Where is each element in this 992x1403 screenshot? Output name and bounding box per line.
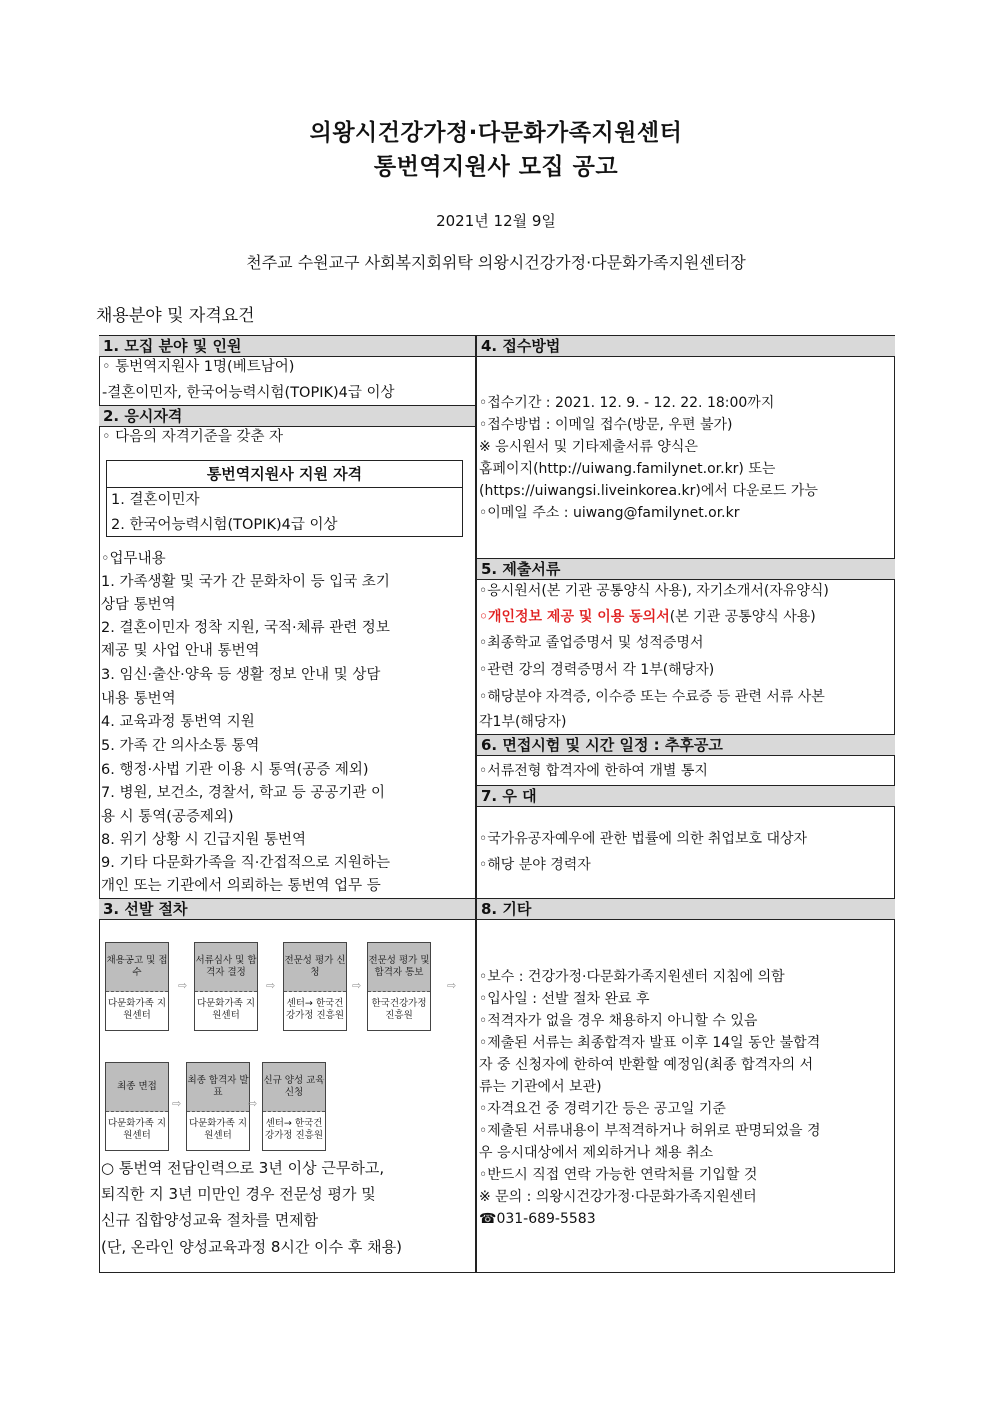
s8-line: ◦보수 : 건강가정·다문화가족지원센터 지침에 의함	[479, 969, 785, 985]
exemption-note: 퇴직한 지 3년 미만인 경우 전문성 평가 및	[101, 1185, 376, 1203]
duty-line: 제공 및 사업 안내 통번역	[101, 643, 260, 659]
duty-line: 개인 또는 기관에서 의뢰하는 통번역 업무 등	[101, 878, 381, 894]
s4-line: (https://uiwangsi.liveinkorea.kr)에서 다운로드 가능	[479, 483, 818, 499]
section-8-heading: 8. 기타	[477, 898, 895, 920]
duty-line: 7. 병원, 보건소, 경찰서, 학교 등 공공기관 이	[101, 785, 386, 801]
process-step-title: 전문성 평가 신청	[284, 943, 346, 992]
section-7-heading: 7. 우 대	[477, 785, 895, 807]
s5-item	[479, 606, 816, 629]
s8-line: ◦제출된 서류내용이 부적격하거나 허위로 판명되었을 경	[479, 1123, 821, 1139]
s7-line: ◦국가유공자예우에 관한 법률에 의한 취업보호 대상자	[479, 831, 808, 847]
page-title-line2: 통번역지원사 모집 공고	[373, 154, 619, 180]
process-step-title: 신규 양성 교육 신청	[263, 1063, 325, 1112]
duty-line: 5. 가족 간 의사소통 통역	[101, 738, 260, 754]
process-step-title: 채용공고 및 접수	[106, 943, 168, 992]
s8-line: 류는 기관에서 보관)	[479, 1079, 602, 1095]
duty-line: 3. 임신·출산·양육 등 생활 정보 안내 및 상담	[101, 667, 381, 683]
s5-item: ◦관련 강의 경력증명서 각 1부(해당자)	[479, 662, 715, 678]
process-step	[186, 1062, 250, 1151]
duty-line: 1. 가족생활 및 국가 간 문화차이 등 입국 초기	[101, 574, 390, 590]
qualification-item-2: 2. 한국어능력시험(TOPIK)4급 이상	[111, 517, 338, 533]
s8-line: 자 중 신청자에 한하여 반환할 예정임(최종 합격자의 서	[479, 1057, 814, 1073]
process-step-org: 다문화가족 지원센터	[107, 1118, 167, 1141]
process-step-title: 최종 합격자 발표	[187, 1063, 249, 1112]
qualification-item-1: 1. 결혼이민자	[111, 492, 200, 508]
duties-title: ◦업무내용	[101, 551, 166, 567]
qualification-box-title: 통번역지원사 지원 자격	[107, 461, 462, 488]
qualification-box	[106, 460, 463, 537]
process-step-org: 다문화가족 지원센터	[107, 998, 167, 1021]
issuer: 천주교 수원교구 사회복지회위탁 의왕시건강가정·다문화가족지원센터장	[246, 253, 746, 272]
duty-line: 상담 통번역	[101, 597, 176, 613]
s8-line: ◦제출된 서류는 최종합격자 발표 이후 14일 동안 불합격	[479, 1035, 821, 1051]
s4-line: 홈페이지(http://uiwang.familynet.or.kr) 또는	[479, 461, 776, 477]
duty-line: 6. 행정·사법 기관 이용 시 통역(공증 제외)	[101, 762, 369, 778]
process-step-org: 다문화가족 지원센터	[188, 1118, 248, 1141]
s4-line: ※ 응시원서 및 기타제출서류 양식은	[479, 439, 698, 455]
process-step	[105, 1062, 169, 1151]
exemption-note: ○ 통번역 전담인력으로 3년 이상 근무하고,	[101, 1159, 385, 1177]
arrow-right-icon: ⇨	[266, 979, 276, 992]
s1-line-2: -결혼이민자, 한국어능력시험(TOPIK)4급 이상	[102, 385, 395, 401]
process-step-title: 전문성 평가 및 합격자 통보	[368, 943, 430, 992]
s4-line: ◦접수방법 : 이메일 접수(방문, 우편 불가)	[479, 417, 733, 433]
section-title: 채용분야 및 자격요건	[96, 306, 255, 326]
duty-line: 4. 교육과정 통번역 지원	[101, 714, 255, 730]
s5-item: ◦응시원서(본 기관 공통양식 사용), 자기소개서(자유양식)	[479, 583, 829, 599]
s5-item-rest: (본 기관 공통양식 사용)	[669, 609, 816, 625]
s8-line: 우 응시대상에서 제외하거나 채용 취소	[479, 1145, 714, 1161]
s5-item: ◦최종학교 졸업증명서 및 성적증명서	[479, 635, 704, 651]
process-step-title: 서류심사 및 합격자 결정	[195, 943, 257, 992]
process-step-title: 최종 면접	[106, 1063, 168, 1112]
process-step-org: 다문화가족 지원센터	[196, 998, 256, 1021]
s6-line: ◦서류전형 합격자에 한하여 개별 통지	[479, 763, 708, 779]
exemption-note: (단, 온라인 양성교육과정 8시간 이수 후 채용)	[101, 1238, 402, 1256]
section-2-heading: 2. 응시자격	[99, 405, 475, 427]
s8-line: ◦반드시 직접 연락 가능한 연락처를 기입할 것	[479, 1167, 758, 1183]
section-4-heading: 4. 접수방법	[477, 335, 895, 357]
s7-line: ◦해당 분야 경력자	[479, 857, 591, 873]
duty-line: 9. 기타 다문화가족을 직·간접적으로 지원하는	[101, 855, 391, 871]
s8-line: ◦자격요건 중 경력기간 등은 공고일 기준	[479, 1101, 726, 1117]
process-step	[105, 942, 169, 1031]
s5-item-highlight: ◦개인정보 제공 및 이용 동의서	[479, 609, 670, 625]
notice-date: 2021년 12월 9일	[436, 212, 556, 230]
s8-line: ※ 문의 : 의왕시건강가정·다문화가족지원센터	[479, 1189, 757, 1205]
duty-line: 내용 통번역	[101, 691, 176, 707]
process-step	[283, 942, 347, 1031]
duty-line: 2. 결혼이민자 정착 지원, 국적·체류 관련 정보	[101, 620, 390, 636]
process-step-org: 센터→ 한국건강가정 진흥원	[264, 1118, 324, 1141]
contact-phone: ☎031-689-5583	[479, 1211, 596, 1227]
page-title-line1: 의왕시건강가정·다문화가족지원센터	[309, 120, 683, 146]
arrow-right-icon: ⇨	[447, 979, 457, 992]
section-5-heading: 5. 제출서류	[477, 558, 895, 580]
s5-item: ◦해당분야 자격증, 이수증 또는 수료증 등 관련 서류 사본	[479, 689, 825, 705]
s5-item: 각1부(해당자)	[479, 714, 567, 730]
arrow-right-icon: ⇨	[248, 1097, 258, 1110]
section-6-heading: 6. 면접시험 및 시간 일정 : 추후공고	[477, 734, 895, 756]
s4-line: ◦이메일 주소 : uiwang@familynet.or.kr	[479, 505, 740, 521]
process-step	[194, 942, 258, 1031]
section-3-heading: 3. 선발 절차	[99, 898, 475, 920]
arrow-right-icon: ⇨	[172, 1097, 182, 1110]
process-step	[262, 1062, 326, 1151]
arrow-right-icon: ⇨	[178, 979, 188, 992]
s2-intro: ◦ 다음의 자격기준을 갖춘 자	[102, 429, 284, 445]
process-step-org: 한국건강가정 진흥원	[371, 998, 427, 1021]
section-1-heading: 1. 모집 분야 및 인원	[99, 335, 475, 357]
s4-line: ◦접수기간 : 2021. 12. 9. - 12. 22. 18:00까지	[479, 395, 775, 411]
process-step-org: 센터→ 한국건강가정 진흥원	[285, 998, 345, 1021]
process-step	[367, 942, 431, 1031]
arrow-right-icon: ⇨	[352, 979, 362, 992]
s8-line: ◦입사일 : 선발 절차 완료 후	[479, 991, 650, 1007]
exemption-note: 신규 집합양성교육 절차를 면제함	[101, 1211, 319, 1229]
duty-line: 용 시 통역(공증제외)	[101, 809, 234, 825]
s1-line-1: ◦ 통번역지원사 1명(베트남어)	[102, 359, 295, 375]
duty-line: 8. 위기 상황 시 긴급지원 통번역	[101, 832, 306, 848]
s8-line: ◦적격자가 없을 경우 채용하지 아니할 수 있음	[479, 1013, 758, 1029]
